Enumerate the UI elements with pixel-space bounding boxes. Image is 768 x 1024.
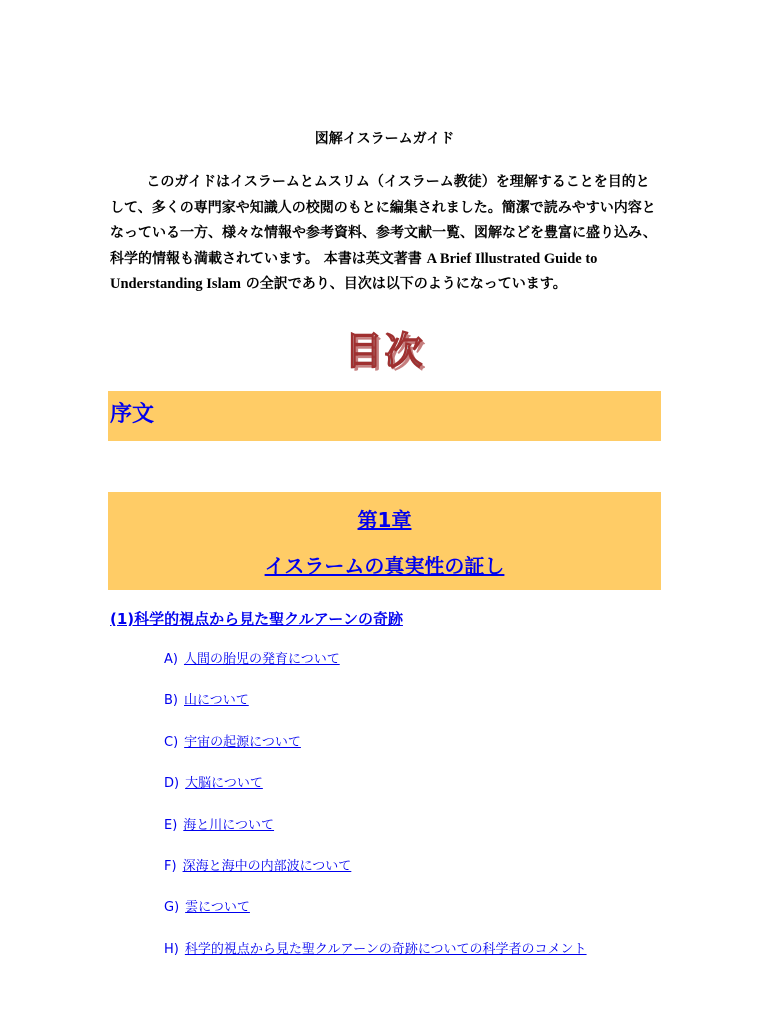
subsection-label: 大脳について (185, 776, 263, 792)
list-item (164, 733, 587, 774)
subsection-g-link[interactable] (164, 900, 250, 915)
subsection-a-link[interactable] (164, 652, 340, 667)
subsection-f-link[interactable] (164, 859, 351, 874)
list-item (164, 940, 587, 981)
subsection-label: 海と川について (183, 817, 275, 833)
preface-link[interactable]: 序文 (110, 402, 155, 427)
subsection-d-link[interactable] (164, 776, 263, 791)
list-item (164, 650, 587, 691)
subsection-c-link[interactable] (164, 735, 301, 750)
subsection-label: 科学的視点から見た聖クルアーンの奇跡についての科学者のコメント (184, 941, 587, 957)
subsection-e-link[interactable] (164, 818, 274, 833)
list-item (164, 816, 587, 857)
subsection-key: B) (164, 693, 178, 709)
intro-text-part-2: の全訳であり、目次は以下のようになっています。 (240, 276, 567, 292)
intro-text-part-1: このガイドはイスラームとムスリム（イスラーム教徒）を理解することを目的として、多くの専門家や知識人の校閲のもとに編集されました。簡潔で読みやすい内容となっている一方、様々な情報や参考資料、参考文献一覧、図解などを豊富に盛り込み、科学的情報も満載されています。 本書は英文著書 (110, 174, 657, 267)
list-item (164, 691, 587, 732)
chapter-1-title-link[interactable]: イスラームの真実性の証し (264, 554, 505, 578)
chapter-1-number-link[interactable]: 第1章 (357, 508, 412, 532)
document-title: 図解イスラームガイド (314, 131, 455, 147)
list-item (164, 898, 587, 939)
subsection-key: F) (164, 858, 177, 874)
subsection-label: 宇宙の起源について (184, 734, 301, 750)
section-1-subsection-list (164, 650, 587, 981)
chapter-number-row (108, 507, 661, 533)
subsection-b-link[interactable] (164, 693, 249, 708)
subsection-h-link[interactable] (164, 942, 587, 957)
intro-paragraph (110, 170, 663, 298)
subsection-key: A) (164, 652, 178, 667)
toc-heading (108, 326, 661, 376)
subsection-key: E) (164, 817, 178, 833)
chapter-1-band (108, 492, 661, 590)
section-1-link[interactable]: (1)科学的視点から見た聖クルアーンの奇跡 (110, 610, 403, 628)
subsection-key: D) (164, 776, 180, 792)
list-item (164, 774, 587, 815)
subsection-key: H) (164, 941, 179, 957)
toc-heading-text: 目次 (344, 326, 424, 376)
intro-english-title: A Brief Illustrated Guide to Understanding Islam (110, 250, 598, 292)
subsection-label: 人間の胎児の発育について (183, 652, 340, 667)
list-item (164, 857, 587, 898)
subsection-key: C) (164, 734, 179, 750)
preface-band (108, 391, 661, 441)
chapter-title-row (108, 553, 661, 579)
subsection-key: G) (164, 900, 180, 916)
subsection-label: 山について (184, 693, 249, 709)
subsection-label: 雲について (185, 900, 250, 916)
subsection-label: 深海と海中の内部波について (182, 858, 352, 874)
